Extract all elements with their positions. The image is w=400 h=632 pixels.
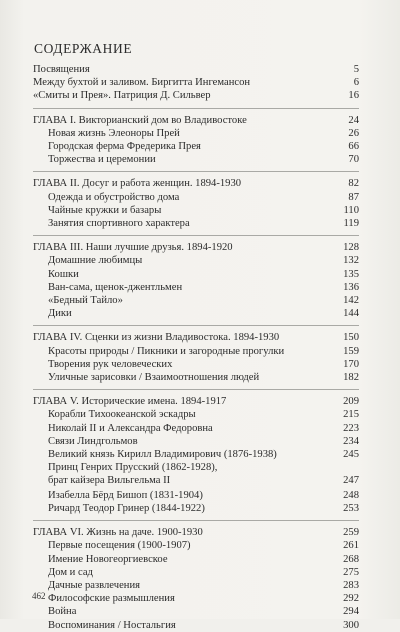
entry-page: 275 <box>343 566 359 578</box>
intro-list <box>33 63 359 103</box>
chapter-heading <box>33 177 359 190</box>
entry-page: 247 <box>343 475 359 487</box>
entry-page: 66 <box>348 141 359 153</box>
toc-entry <box>33 358 359 371</box>
entry-title: Одежда и обустройство дома <box>48 191 180 203</box>
entry-title: Великий князь Кирилл Владимирович (1876-1938) <box>48 449 277 461</box>
entry-page: 87 <box>348 191 359 203</box>
entry-title: Николай II и Александра Федоровна <box>48 422 213 434</box>
toc-entry <box>33 76 359 89</box>
entry-title: Между бухтой и заливом. Биргитта Ингемансон <box>33 77 251 89</box>
chapter-section <box>33 520 359 632</box>
toc-entry <box>33 422 359 435</box>
entry-page: 70 <box>348 154 359 166</box>
entry-page: 170 <box>343 358 359 370</box>
entry-title: Домашние любимцы <box>48 255 143 267</box>
chapter-heading <box>33 114 359 127</box>
toc-entry <box>33 204 359 217</box>
entry-page: 292 <box>343 593 359 605</box>
entry-title: «Смиты и Прея». Патриция Д. Сильвер <box>33 90 211 102</box>
chapter-page: 259 <box>343 527 359 539</box>
entry-title: Философские размышления <box>48 593 175 605</box>
toc-entry <box>33 619 359 632</box>
entry-title: Новая жизнь Элеоноры Прей <box>48 127 180 139</box>
toc-entry <box>33 268 359 281</box>
chapter-title: ГЛАВА II. Досуг и работа женщин. 1894-1930 <box>33 178 242 190</box>
toc-entry <box>33 127 359 140</box>
page-title: СОДЕРЖАНИЕ <box>34 41 133 56</box>
chapter-heading <box>33 395 359 408</box>
chapter-page: 82 <box>348 178 359 190</box>
entry-title: Красоты природы / Пикники и загородные прогулки <box>48 345 285 357</box>
chapter-section <box>33 235 359 320</box>
entry-title: Творения рук человеческих <box>48 358 173 370</box>
entry-title: Война <box>48 606 77 618</box>
entry-page: 248 <box>343 489 359 501</box>
chapter-title: ГЛАВА IV. Сценки из жизни Владивостока. 1894-1930 <box>33 332 280 344</box>
entry-title: Дики <box>48 308 72 320</box>
toc-entry <box>33 153 359 166</box>
toc-entry <box>33 140 359 153</box>
chapter-page: 128 <box>343 242 359 254</box>
toc-entry <box>33 254 359 267</box>
entry-title: Уличные зарисовки / Взаимоотношения людей <box>48 372 260 384</box>
entry-title: Торжества и церемонии <box>48 154 156 166</box>
entry-title: Первые посещения (1900-1907) <box>48 540 191 552</box>
toc-entry <box>33 217 359 230</box>
entry-page: 135 <box>343 268 359 280</box>
toc-entry <box>33 461 359 487</box>
chapter-section <box>33 389 359 515</box>
entry-page: 215 <box>343 409 359 421</box>
chapter-title: ГЛАВА V. Исторические имена. 1894-1917 <box>33 396 227 408</box>
entry-page: 110 <box>343 204 359 216</box>
toc-entry <box>33 553 359 566</box>
entry-title: Имение Новогеоргиевское <box>48 553 168 565</box>
toc-entry <box>33 345 359 358</box>
toc-entry <box>33 281 359 294</box>
entry-page: 182 <box>343 372 359 384</box>
entry-title: «Бедный Тайло» <box>48 295 123 307</box>
toc-entry <box>33 191 359 204</box>
toc-entry <box>33 579 359 592</box>
toc-entry <box>33 63 359 76</box>
chapter-page: 150 <box>343 332 359 344</box>
chapter-title: ГЛАВА VI. Жизнь на даче. 1900-1930 <box>33 527 203 539</box>
entry-title: Дом и сад <box>48 566 93 578</box>
entry-page: 159 <box>343 345 359 357</box>
entry-title: Кошки <box>48 268 79 280</box>
chapter-section <box>33 108 359 167</box>
chapter-page: 24 <box>348 114 359 126</box>
entry-title: Воспоминания / Ностальгия <box>48 619 176 631</box>
entry-title: Посвящения <box>33 64 90 75</box>
toc-entry <box>33 89 359 102</box>
entry-title: Занятия спортивного характера <box>48 218 190 230</box>
entry-page: 16 <box>348 90 359 102</box>
entry-page: 142 <box>343 295 359 307</box>
entry-page: 26 <box>348 127 359 139</box>
toc-entry <box>33 605 359 618</box>
chapter-section <box>33 171 359 230</box>
entry-page: 261 <box>343 540 359 552</box>
entry-page: 294 <box>343 606 359 618</box>
table-of-contents <box>33 63 359 632</box>
entry-page: 253 <box>343 502 359 514</box>
toc-entry <box>33 539 359 552</box>
entry-page: 234 <box>343 435 359 447</box>
entry-title: Ван-сама, щенок-джентльмен <box>48 281 183 293</box>
entry-page: 245 <box>343 449 359 461</box>
entry-title: Чайные кружки и базары <box>48 204 162 216</box>
entry-page: 268 <box>343 553 359 565</box>
entry-title: Принц Генрих Прусский (1862-1928), брат кайзера Вильгельма II <box>48 462 218 487</box>
chapter-page: 209 <box>343 396 359 408</box>
entry-page: 6 <box>353 77 359 89</box>
toc-entry <box>33 408 359 421</box>
chapter-heading <box>33 241 359 254</box>
toc-entry <box>33 566 359 579</box>
entry-title: Ричард Теодор Гринер (1844-1922) <box>48 502 205 514</box>
toc-entry <box>33 294 359 307</box>
entry-title: Дачные развлечения <box>48 579 140 591</box>
toc-entry <box>33 371 359 384</box>
chapter-section <box>33 325 359 384</box>
entry-page: 136 <box>343 281 359 293</box>
entry-title: Корабли Тихоокеанской эскадры <box>48 409 196 421</box>
entry-title: Связи Линдгольмов <box>48 435 138 447</box>
entry-page: 300 <box>343 619 359 631</box>
toc-entry <box>33 592 359 605</box>
chapter-title: ГЛАВА III. Наши лучшие друзья. 1894-1920 <box>33 242 233 254</box>
entry-page: 223 <box>343 422 359 434</box>
toc-entry <box>33 435 359 448</box>
entry-page: 283 <box>343 579 359 591</box>
page-number: 462 <box>32 591 46 601</box>
toc-entry <box>33 307 359 320</box>
entry-title: Городская ферма Фредерика Прея <box>48 141 201 153</box>
toc-entry <box>33 502 359 515</box>
chapter-heading <box>33 526 359 539</box>
chapter-title: ГЛАВА I. Викторианский дом во Владивостоке <box>33 114 247 126</box>
entry-title: Изабелла Бёрд Бишоп (1831-1904) <box>48 489 203 501</box>
entry-page: 5 <box>353 64 359 75</box>
toc-entry <box>33 448 359 461</box>
chapter-heading <box>33 331 359 344</box>
toc-entry <box>33 489 359 502</box>
entry-page: 119 <box>343 218 359 230</box>
entry-page: 144 <box>343 308 359 320</box>
entry-page: 132 <box>343 255 359 267</box>
